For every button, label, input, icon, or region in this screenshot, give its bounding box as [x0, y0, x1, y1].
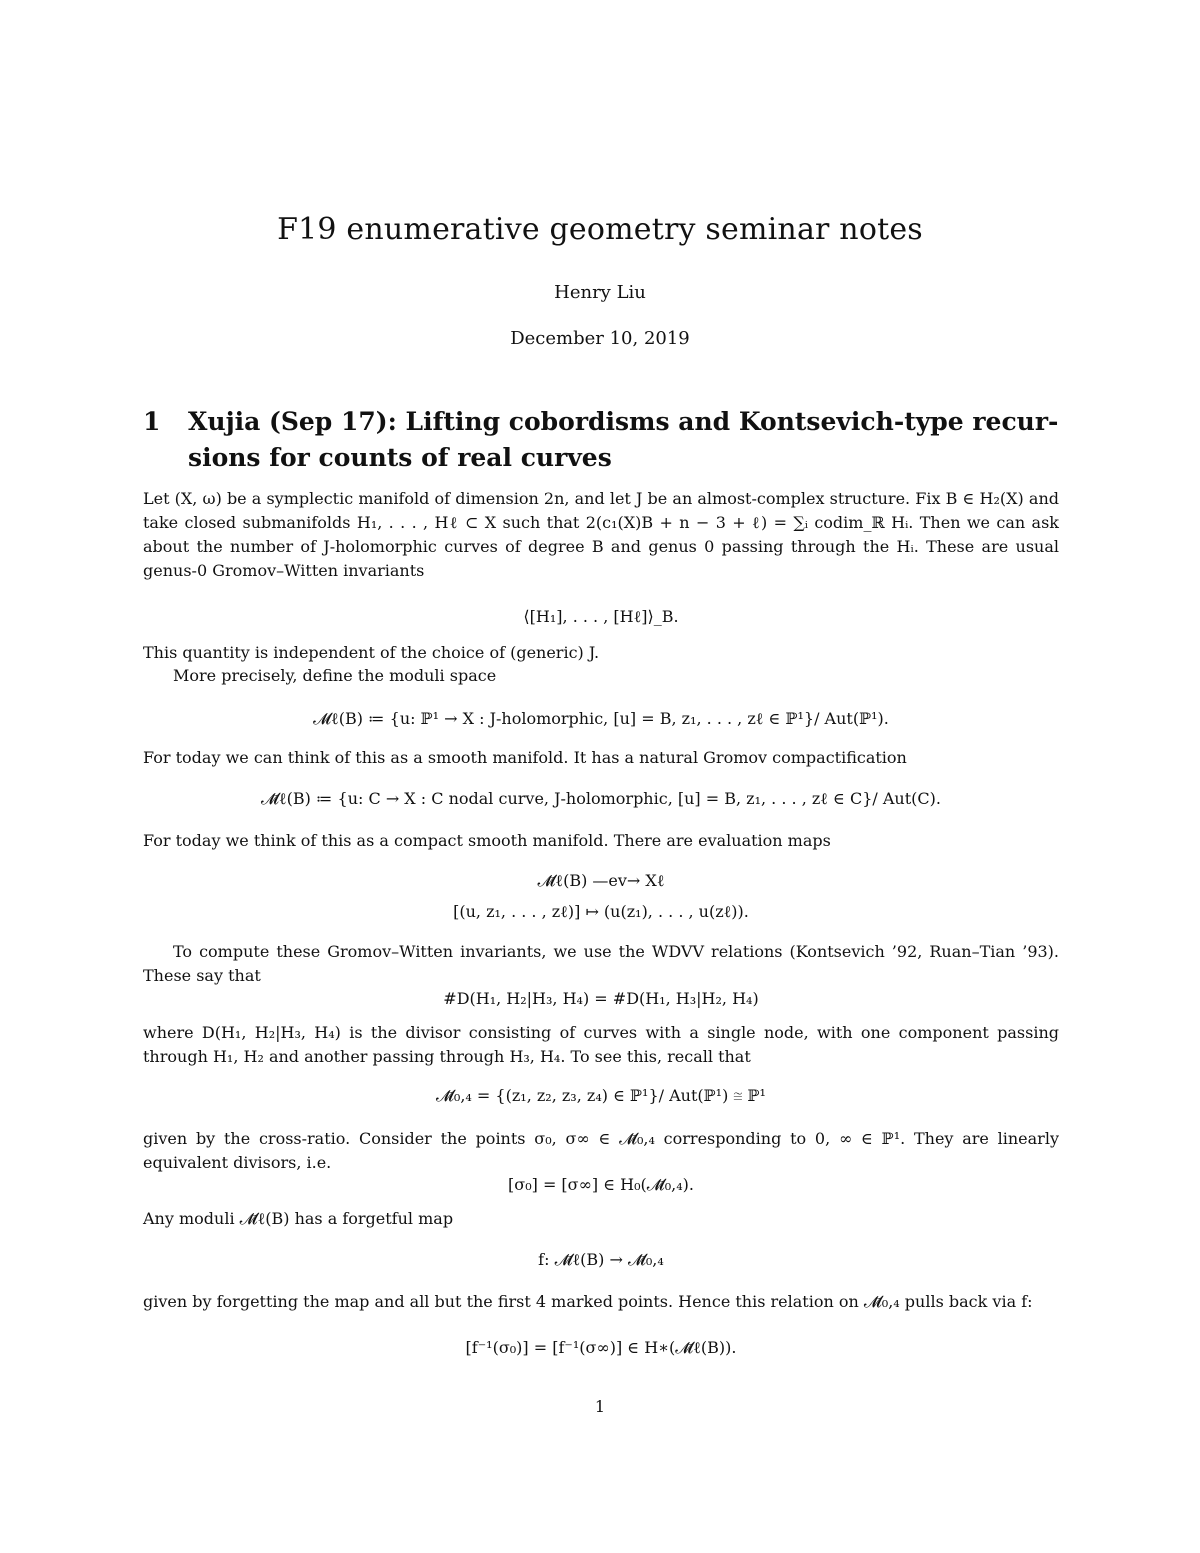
paragraph-independence: This quantity is independent of the choice of (generic) J. — [143, 643, 600, 662]
paragraph-evaluation-maps: For today we think of this as a compact smooth manifold. There are evaluation maps — [143, 831, 831, 850]
paragraph-intro: Let (X, ω) be a symplectic manifold of dimension 2n, and let J be an almost-complex structure. Fix B ∈ H₂(X) and take closed submanifolds H₁, . . . , Hℓ ⊂ X such that 2(c₁(X)B + n − 3 + ℓ) = ∑ᵢ codim_ℝ Hᵢ. Then we can ask about the number of J-holomorphic curves of degree B and genus 0 passing through the Hᵢ. These are usual genus-0 Gromov–Witten invariants — [143, 489, 1059, 580]
page-title: F19 enumerative geometry seminar notes — [277, 212, 923, 247]
paragraph-moduli-intro: More precisely, define the moduli space — [173, 666, 497, 685]
equation-wdvv-relation: #D(H₁, H₂|H₃, H₄) = #D(H₁, H₃|H₂, H₄) — [443, 989, 759, 1008]
equation-pullback: [f⁻¹(σ₀)] = [f⁻¹(σ∞)] ∈ H∗(𝓜̄ℓ(B)). — [465, 1338, 737, 1357]
author-name: Henry Liu — [554, 282, 646, 303]
paragraph-wdvv: To compute these Gromov–Witten invariants, we use the WDVV relations (Kontsevich ’92, Ruan–Tian ’93). These say that — [143, 942, 1059, 985]
equation-evaluation-formula: [(u, z₁, . . . , zℓ)] ↦ (u(z₁), . . . , u(zℓ)). — [453, 902, 749, 921]
section-number: 1 — [143, 407, 161, 436]
equation-gw-invariant: ⟨[H₁], . . . , [Hℓ]⟩_B. — [523, 607, 679, 626]
document-date: December 10, 2019 — [510, 328, 690, 349]
section-title: Xujia (Sep 17): Lifting cobordisms and Kontsevich-type recur- sions for counts of real curves — [188, 407, 1059, 472]
paragraph-divisor: where D(H₁, H₂|H₃, H₄) is the divisor consisting of curves with a single node, with one component passing through H₁, H₂ and another passing through H₃, H₄. To see this, recall that — [143, 1023, 1059, 1066]
equation-moduli-space: 𝓜ℓ(B) ≔ {u: ℙ¹ → X : J-holomorphic, [u] = B, z₁, . . . , zℓ ∈ ℙ¹}/ Aut(ℙ¹). — [313, 709, 889, 728]
equation-compactified-moduli: 𝓜̄ℓ(B) ≔ {u: C → X : C nodal curve, J-holomorphic, [u] = B, z₁, . . . , zℓ ∈ C}/ Aut(C). — [261, 789, 941, 808]
equation-linear-equivalence: [σ₀] = [σ∞] ∈ H₀(𝓜̄₀,₄). — [508, 1175, 694, 1194]
equation-forgetful-map: f: 𝓜̄ℓ(B) → 𝓜̄₀,₄ — [538, 1250, 664, 1269]
equation-m04: 𝓜̄₀,₄ = {(z₁, z₂, z₃, z₄) ∈ ℙ¹}/ Aut(ℙ¹) ≅ ℙ¹ — [436, 1086, 766, 1105]
paragraph-cross-ratio: given by the cross-ratio. Consider the points σ₀, σ∞ ∈ 𝓜̄₀,₄ corresponding to 0, ∞ ∈ ℙ¹. They are linearly equivalent divisors, i.e. — [143, 1129, 1059, 1172]
equation-evaluation-map: 𝓜̄ℓ(B) —ev→ Xℓ — [537, 871, 665, 890]
paragraph-gromov-compactification: For today we can think of this as a smooth manifold. It has a natural Gromov compactification — [143, 748, 907, 767]
paragraph-forgetful-map: Any moduli 𝓜̄ℓ(B) has a forgetful map — [143, 1209, 454, 1228]
page-number: 1 — [594, 1397, 606, 1416]
paragraph-pullback: given by forgetting the map and all but the first 4 marked points. Hence this relation on 𝓜̄₀,₄ pulls back via f: — [143, 1292, 1033, 1311]
